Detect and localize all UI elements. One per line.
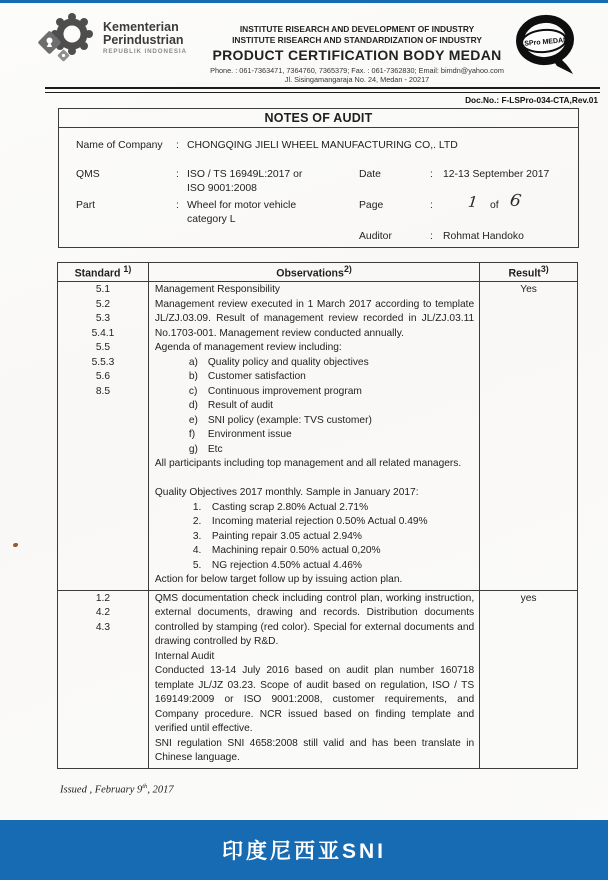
observations-header-sup: 2) [343,264,352,275]
org-line-2: INSTITUTE RISEARCH AND STANDARDIZATION OF INDUSTRY [232,34,482,45]
agenda-marker: d) [188,400,198,411]
objective-text: Machining repair 0.50% actual 0,20% [211,545,381,556]
agenda-text: Result of audit [207,400,273,411]
part-label: Part [76,200,96,211]
result-header-label: Result [508,267,541,280]
objective-marker: 2. [192,516,202,527]
obs-participants: All participants including top management and all related managers. [154,458,462,469]
company-colon: : [176,140,179,151]
obs-agenda-intro: Agenda of management review including: [154,342,342,353]
ministry-name [103,12,187,55]
agenda-marker: g) [188,443,198,455]
ministry-gear-icon [36,12,98,69]
result-header-sup: 3) [540,264,549,275]
standard-ref: 5.4.1 [91,327,115,339]
part-value-line1: Wheel for motor vehicle [187,200,297,211]
obs-subtitle: Internal Audit [154,650,215,662]
ministry-name-line1: Kementerian [103,20,179,34]
observations-cell-row2 [148,590,479,768]
column-header-observations [148,263,479,282]
bottom-banner [0,820,608,880]
ministry-name-line3: REPUBLIK INDONESIA [103,48,187,55]
observations-header-label: Observations [276,267,344,280]
obs-action: Action for below target follow up by issuing action plan. [154,574,403,585]
auditor-label: Auditor [359,231,392,242]
doc-number: Doc.No.: F-LSPro-034-CTA,Rev.01 [465,95,598,105]
observations-cell-row1 [148,282,479,591]
objective-text: Casting scrap 2.80% Actual 2.71% [211,501,369,513]
obs-title: Management Responsibility [154,284,281,295]
date-label: Date [359,169,381,180]
standard-header-label: Standard [74,267,124,280]
agenda-text: Environment issue [207,429,292,440]
objective-marker: 3. [192,530,202,542]
address-line: Jl. Sisingamangaraja No. 24, Medan - 20217 [284,75,430,84]
result-value: yes [520,592,537,604]
issued-ordinal-sup: th [142,783,148,790]
result-cell-row1 [480,282,578,591]
objective-marker: 4. [192,545,202,556]
result-cell-row2 [480,590,578,768]
audit-table-header-row [58,263,578,282]
obs-paragraph: Management review executed in 1 March 2017 according to template JL/ZJ.03.09. Result of management review recorded in JL/ZJ.03.11 No.1703-001. Management review conducted annually. [154,298,475,339]
company-label: Name of Company [76,140,163,151]
agenda-item [189,428,474,443]
objective-text: Painting repair 3.05 actual 2.94% [211,530,362,542]
standard-ref: 5.3 [95,313,111,324]
date-value: 12-13 September 2017 [443,169,550,180]
part-value-line2: category L [187,214,236,225]
issued-date-line [60,783,174,796]
standard-ref: 5.5 [95,342,111,353]
standard-ref: 5.2 [95,298,111,310]
page-of-text: of [490,200,499,211]
issued-suffix: , 2017 [147,784,174,796]
auditor-colon: : [430,231,433,242]
agenda-marker: b) [188,371,198,382]
agenda-item [189,356,474,371]
column-header-standard [58,263,149,282]
institute-titles [204,12,510,84]
obs-paragraph: SNI regulation SNI 4658:2008 still valid and has been translate in Chinese language. [154,737,475,763]
qms-value-line2: ISO 9001:2008 [187,183,257,194]
objective-item [193,515,474,530]
standard-ref: 5.5.3 [91,356,115,368]
notes-title: NOTES OF AUDIT [59,109,578,128]
agenda-text: Customer satisfaction [207,371,306,382]
qms-colon: : [176,169,179,180]
standard-ref: 4.2 [95,607,111,618]
audit-table [57,262,578,769]
page-colon: : [430,200,433,211]
agenda-marker: e) [188,414,198,426]
agenda-item [189,385,474,400]
agenda-text: Continuous improvement program [207,385,362,397]
obs-objectives-intro: Quality Objectives 2017 monthly. Sample in January 2017: [154,487,419,498]
standard-header-sup: 1) [123,264,132,275]
lspro-q-icon [512,14,580,83]
objective-item [193,501,474,516]
standard-ref: 8.5 [95,385,111,397]
org-line-1: INSTITUTE RISEARCH AND DEVELOPMENT OF INDUSTRY [239,24,475,34]
standard-ref: 1.2 [95,592,111,604]
column-header-result [480,263,578,282]
agenda-text: Etc [207,443,223,455]
agenda-marker: c) [188,385,198,397]
objective-marker: 5. [192,559,202,571]
agenda-item [189,443,474,458]
lspro-medan-badge [510,12,582,83]
company-value: CHONGQING JIELI WHEEL MANUFACTURING CO,. LTD [187,140,458,151]
result-value: Yes [520,284,537,295]
ministry-logo-block [36,12,204,69]
banner-text: 印度尼西亚SNI [221,840,386,863]
certification-body-title: PRODUCT CERTIFICATION BODY MEDAN [212,47,502,63]
auditor-value: Rohmat Handoko [443,231,524,242]
letterhead [36,12,582,84]
contact-line: Phone. : 061-7363471, 7364760, 7365379; Fax. : 061-7362830; Email: bimdn@yahoo.com [210,66,504,75]
ministry-name-line2: Perindustrian [103,32,184,47]
audit-row-1 [58,282,578,591]
qms-label: QMS [76,169,100,180]
scan-speck [13,543,18,547]
standards-cell-row1 [58,282,149,591]
standard-ref: 5.6 [95,371,111,382]
qms-value-line1: ISO / TS 16949L:2017 or [187,169,303,180]
objective-text: NG rejection 4.50% actual 4.46% [211,559,362,571]
agenda-text: SNI policy (example: TVS customer) [207,414,372,426]
notes-of-audit-box [58,108,579,248]
standard-ref: 5.1 [95,284,111,295]
agenda-item [189,370,474,385]
top-blue-strip [0,0,608,3]
header-divider-rule [45,87,600,93]
objective-item [193,544,474,559]
date-colon: : [430,169,433,180]
blank-line [155,472,474,487]
obs-paragraph: QMS documentation check including control plan, working instruction, external documents, drawing and records. Distribution documents controlled by stamping (red color). Special for external documents and drawing controlled by R&D. [154,592,475,647]
agenda-item [189,414,474,429]
objective-text: Incoming material rejection 0.50% Actual 0.49% [211,516,428,527]
lspro-badge-text: LSPro MEDAN [519,36,569,49]
page-total-handwritten: 6 [508,190,523,212]
standards-cell-row2 [58,590,149,768]
audit-row-2 [58,590,578,768]
agenda-marker: a) [188,356,198,368]
objective-item [193,559,474,574]
agenda-marker: f) [188,429,196,440]
obs-paragraph: Conducted 13-14 July 2016 based on audit plan number 160718 template JL/JZ 03.23. Scope of audit based on regulation, ISO / TS 169149:2009 or ISO 9001:2008, customer requirements, and Company procedure. NCR issued based on finding template and verified until effective. [154,665,475,734]
agenda-text: Quality policy and quality objectives [207,356,369,368]
page-label: Page [359,200,384,211]
agenda-item [189,399,474,414]
part-colon: : [176,200,179,211]
standard-ref: 4.3 [95,621,111,633]
page-number-handwritten: 1 [467,192,479,212]
issued-prefix: Issued , February 9 [60,784,143,796]
objective-item [193,530,474,545]
objective-marker: 1. [192,501,202,513]
